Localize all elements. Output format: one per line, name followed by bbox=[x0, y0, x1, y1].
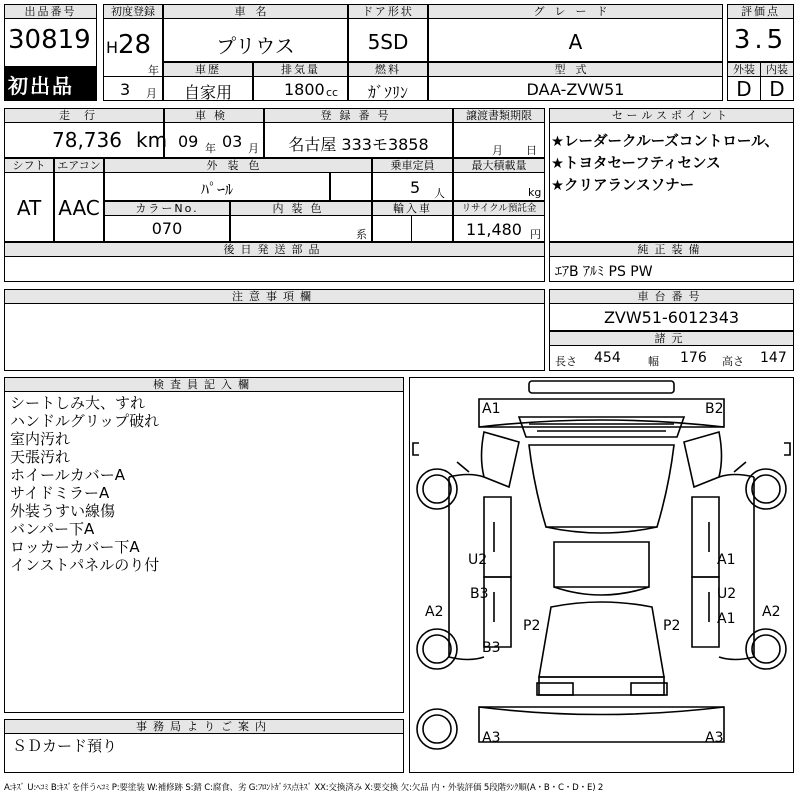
capacity-value: 5 bbox=[410, 178, 421, 197]
mark-right-roof: P2 bbox=[663, 618, 681, 634]
mark-right-fender: A2 bbox=[762, 604, 781, 620]
length-label: 長さ bbox=[555, 355, 577, 368]
model-label: 型式 bbox=[428, 62, 723, 77]
interior-color-box bbox=[230, 215, 372, 242]
mark-left-quarter: B3 bbox=[482, 640, 501, 656]
inspector-note-1: シートしみ大、すれ bbox=[10, 394, 146, 412]
grade-label: グレード bbox=[428, 4, 723, 19]
history-label: 車歴 bbox=[163, 62, 253, 77]
model-value: DAA-ZVW51 bbox=[526, 80, 625, 99]
transfer-day: 日 bbox=[526, 144, 537, 157]
displacement-value: 1800 bbox=[284, 80, 325, 99]
inspector-note-7: 外装うすい線傷 bbox=[10, 502, 116, 520]
door-label: ドア形状 bbox=[348, 4, 428, 19]
capacity-label: 乗車定員 bbox=[372, 158, 453, 173]
displacement-unit: cc bbox=[326, 86, 339, 99]
mark-left-front-door: U2 bbox=[468, 552, 488, 568]
inspection-month: 03 bbox=[222, 132, 243, 151]
inspector-note-8: バンパー下A bbox=[10, 520, 95, 538]
transfer-label: 譲渡書類期限 bbox=[453, 108, 545, 123]
import-box bbox=[372, 215, 412, 242]
length-value: 454 bbox=[594, 350, 621, 366]
first-reg-month: 3 bbox=[120, 80, 131, 99]
notes-box bbox=[4, 303, 545, 371]
fuel-label: 燃料 bbox=[348, 62, 428, 77]
inspector-note-9: ロッカーカバー下A bbox=[10, 538, 140, 556]
office-value: ＳＤカード預り bbox=[12, 737, 118, 755]
lot-label: 出品番号 bbox=[4, 4, 97, 19]
shift-value: AT bbox=[16, 196, 42, 220]
color-box-extra bbox=[330, 172, 372, 201]
displacement-label: 排気量 bbox=[253, 62, 348, 77]
inspector-label: 検査員記入欄 bbox=[4, 377, 404, 392]
import-label: 輸入車 bbox=[372, 201, 453, 216]
interior-color-label: 内装色 bbox=[230, 201, 372, 216]
carname-label: 車名 bbox=[163, 4, 348, 19]
sales-points-label: セールスポイント bbox=[549, 108, 794, 123]
color-value: ﾊﾟｰﾙ bbox=[200, 180, 233, 199]
inspection-year: 09 bbox=[178, 132, 199, 151]
capacity-unit: 人 bbox=[434, 187, 445, 200]
chassis-number: ZVW51-6012343 bbox=[603, 308, 740, 327]
color-no-value: 070 bbox=[151, 219, 183, 238]
month-unit: 月 bbox=[146, 87, 157, 100]
office-label: 事務局よりご案内 bbox=[4, 719, 404, 734]
inspection-month-unit: 月 bbox=[248, 142, 259, 155]
load-label: 最大積載量 bbox=[453, 158, 545, 173]
chassis-label: 車台番号 bbox=[549, 289, 794, 304]
import-box-2 bbox=[411, 215, 453, 242]
equipment-label: 純正装備 bbox=[549, 242, 794, 257]
plate-label: 登録番号 bbox=[264, 108, 453, 123]
later-parts-label: 後日発送部品 bbox=[4, 242, 545, 257]
inspection-label: 車検 bbox=[164, 108, 264, 123]
notes-label: 注意事項欄 bbox=[4, 289, 545, 304]
interior-color-unit: 系 bbox=[356, 228, 367, 241]
inspector-note-3: 室内汚れ bbox=[10, 430, 71, 448]
interior-grade-label: 内装 bbox=[760, 62, 794, 77]
mark-right-rocker: A1 bbox=[717, 611, 736, 627]
exterior-grade-label: 外装 bbox=[727, 62, 761, 77]
specs-box bbox=[549, 345, 794, 371]
interior-grade: D bbox=[769, 77, 785, 101]
sales-point-2: ★トヨタセーフティセンス bbox=[551, 156, 721, 172]
later-parts-box bbox=[4, 256, 545, 282]
car-outline-diagram bbox=[409, 377, 794, 773]
car-name: プリウス bbox=[216, 34, 295, 58]
mileage-value: 78,736 bbox=[52, 128, 122, 152]
height-label: 高さ bbox=[722, 355, 744, 368]
score-value: 3.5 bbox=[733, 25, 788, 55]
inspector-note-10: インストパネルのり付 bbox=[10, 556, 160, 574]
load-unit: kg bbox=[528, 186, 542, 199]
mark-rear-right: A3 bbox=[705, 730, 724, 746]
width-label: 幅 bbox=[648, 355, 659, 368]
era-letter: H bbox=[106, 38, 119, 57]
door-type: 5SD bbox=[367, 30, 409, 54]
grade-value: A bbox=[568, 30, 583, 54]
damage-legend: A:ｷｽﾞ U:ﾍｺﾐ B:ｷｽﾞを伴うﾍｺﾐ P:要塗装 W:補修跡 S:錆 C:腐食、劣 G:ﾌﾛﾝﾄｶﾞﾗｽ点ｷｽﾞ XX:交換済み X:要交換 欠:欠品 内・外装評価 5段階ﾗﾝｸ順(A・B・C・D・E) 2 bbox=[4, 783, 604, 793]
mark-rear-left: A3 bbox=[482, 730, 501, 746]
mark-right-front-door: A1 bbox=[717, 552, 736, 568]
lot-number: 30819 bbox=[8, 25, 91, 55]
first-listing-label: 初出品 bbox=[8, 74, 74, 98]
history-value: 自家用 bbox=[183, 83, 232, 102]
transfer-month: 月 bbox=[492, 144, 503, 157]
sales-point-3: ★クリアランスソナー bbox=[551, 178, 695, 194]
ac-value: AAC bbox=[58, 196, 100, 220]
exterior-grade: D bbox=[736, 77, 752, 101]
mark-left-rear-door: B3 bbox=[470, 586, 489, 602]
recycle-unit: 円 bbox=[530, 228, 541, 241]
inspector-note-4: 天張汚れ bbox=[10, 448, 71, 466]
first-reg-year: 28 bbox=[118, 30, 152, 60]
recycle-value: 11,480 bbox=[466, 220, 522, 239]
equipment-value: ｴｱB ｱﾙﾐ PS PW bbox=[555, 264, 653, 280]
year-unit: 年 bbox=[148, 64, 159, 77]
plate-number: 名古屋 333モ3858 bbox=[288, 135, 429, 154]
mark-left-roof: P2 bbox=[523, 618, 541, 634]
fuel-value: ｶﾞｿﾘﾝ bbox=[367, 83, 408, 102]
mileage-unit: km bbox=[136, 128, 168, 152]
color-label: 外装色 bbox=[104, 158, 372, 173]
recycle-label: リサイクル預託金 bbox=[453, 201, 545, 216]
inspection-year-unit: 年 bbox=[205, 142, 216, 155]
mark-left-fender: A2 bbox=[425, 604, 444, 620]
reg-divider bbox=[103, 76, 163, 77]
sales-point-1: ★レーダークルーズコントロール、 bbox=[551, 134, 779, 150]
mark-front-left: A1 bbox=[482, 401, 501, 417]
registration-label: 初度登録 bbox=[103, 4, 163, 19]
inspector-note-6: サイドミラーA bbox=[10, 484, 110, 502]
height-value: 147 bbox=[760, 350, 787, 366]
mileage-label: 走行 bbox=[4, 108, 164, 123]
inspector-note-5: ホイールカバーA bbox=[10, 466, 125, 484]
ac-label: エアコン bbox=[54, 158, 104, 173]
inspector-note-2: ハンドルグリップ破れ bbox=[10, 412, 160, 430]
shift-label: シフト bbox=[4, 158, 54, 173]
score-label: 評価点 bbox=[727, 4, 794, 19]
mark-front-right: B2 bbox=[705, 401, 724, 417]
color-no-label: カラーNo. bbox=[104, 201, 230, 216]
specs-label: 諸元 bbox=[549, 331, 794, 346]
mark-right-rear-door: U2 bbox=[717, 586, 737, 602]
width-value: 176 bbox=[680, 350, 707, 366]
